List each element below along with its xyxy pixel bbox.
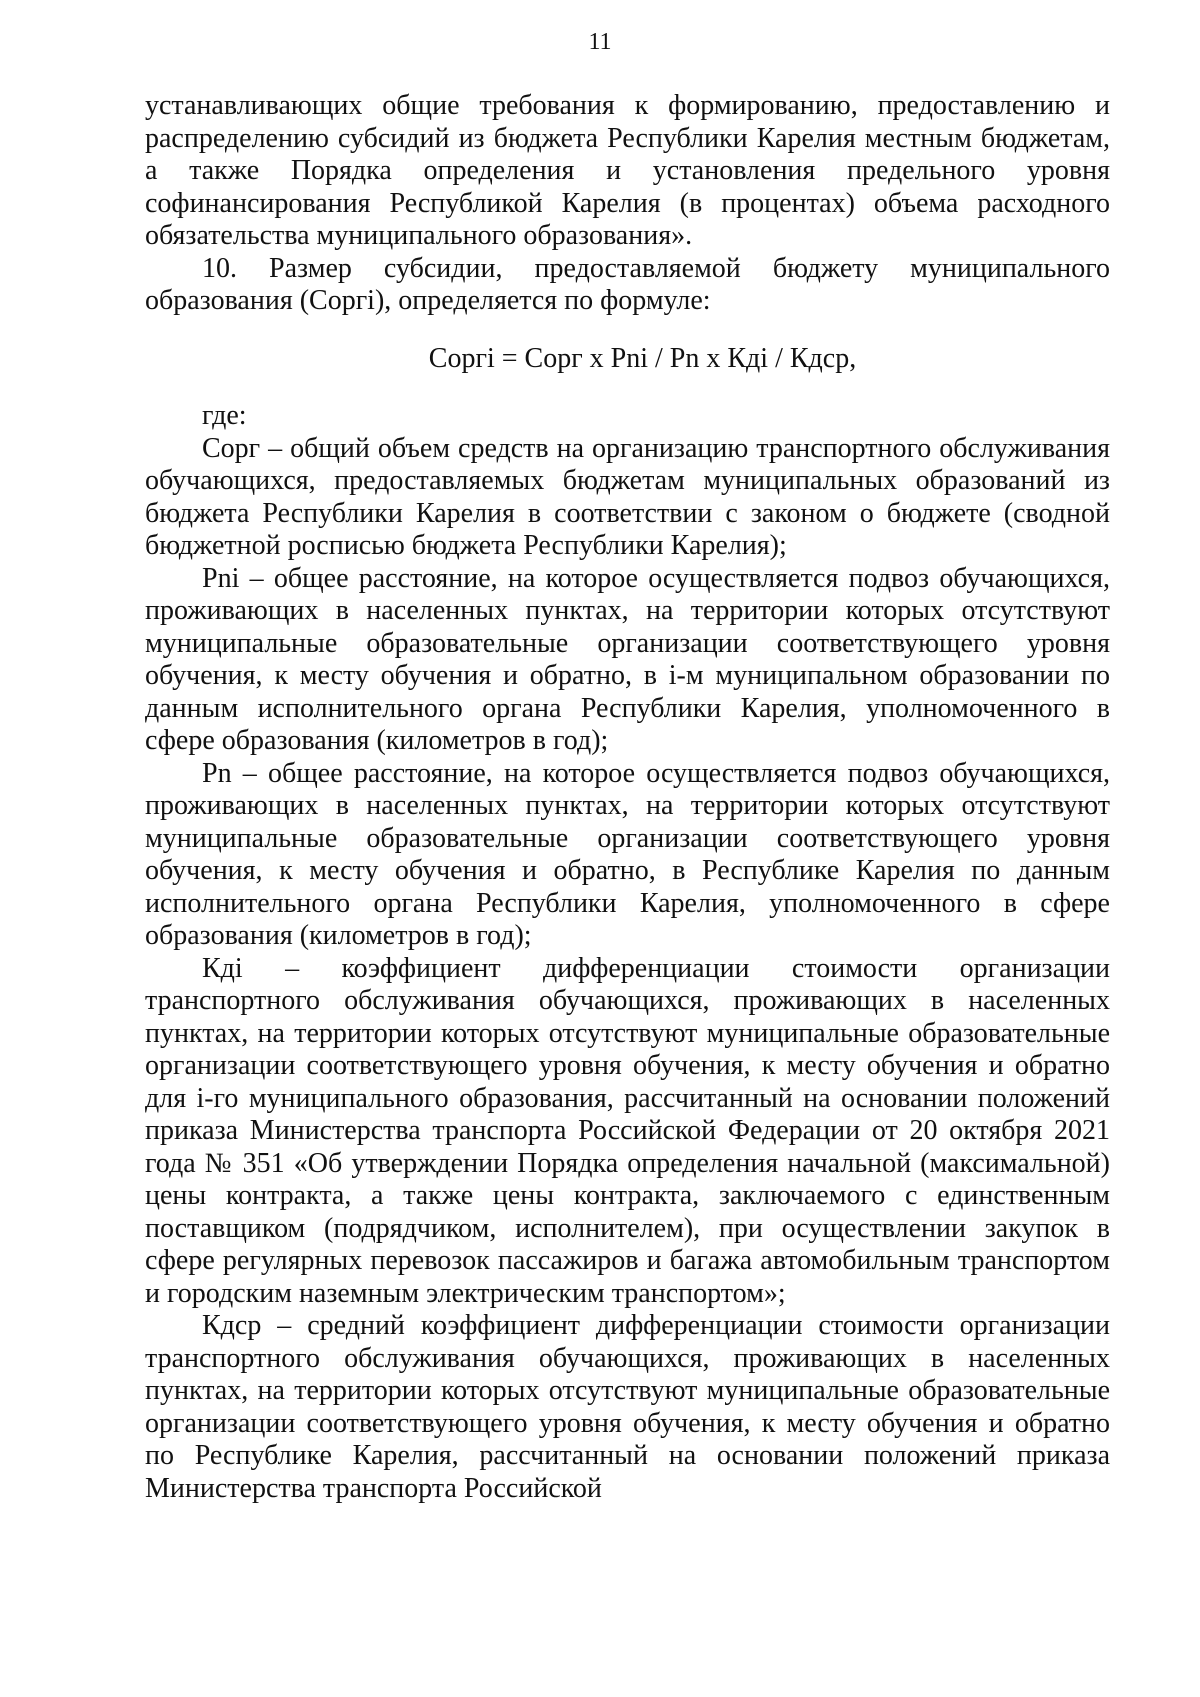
definition-pn: Pn – общее расстояние, на которое осуществляется подвоз обучающихся, проживающих в населенных пунктах, на территории которых отсутствуют муниципальные образовательные организации соответствующего уровня обучения, к месту обучения и обратно, в Республике Карелия по данным исполнительного органа Республики Карелия, уполномоченного в сфере образования (километров в год);: [145, 757, 1110, 951]
paragraph-item-10: 10. Размер субсидии, предоставляемой бюджету муниципального образования (Соргi), определяется по формуле:: [145, 252, 1110, 316]
definition-sorg: Сорг – общий объем средств на организацию транспортного обслуживания обучающихся, предоставляемых бюджетам муниципальных образований из бюджета Республики Карелия в соответствии с законом о бюджете (сводной бюджетной росписью бюджета Республики Карелия);: [145, 432, 1110, 561]
document-body: [145, 90, 1110, 1505]
definition-kdi: Кдi – коэффициент дифференциации стоимости организации транспортного обслуживания обучающихся, проживающих в населенных пунктах, на территории которых отсутствуют муниципальные образовательные организации соответствующего уровня обучения, к месту обучения и обратно для i-го муниципального образования, рассчитанный на основании положений приказа Министерства транспорта Российской Федерации от 20 октября 2021 года № 351 «Об утверждении Порядка определения начальной (максимальной) цены контракта, а также цены контракта, заключаемого с единственным поставщиком (подрядчиком, исполнителем), при осуществлении закупок в сфере регулярных перевозок пассажиров и багажа автомобильным транспортом и городским наземным электрическим транспортом»;: [145, 952, 1110, 1309]
definition-kdsr: Кдср – средний коэффициент дифференциации стоимости организации транспортного обслуживания обучающихся, проживающих в населенных пунктах, на территории которых отсутствуют муниципальные образовательные организации соответствующего уровня обучения, к месту обучения и обратно по Республике Карелия, рассчитанный на основании положений приказа Министерства транспорта Российской: [145, 1310, 1110, 1504]
page-number: 11: [588, 29, 612, 55]
paragraph-where: где:: [202, 400, 247, 431]
definition-pni: Pni – общее расстояние, на которое осуществляется подвоз обучающихся, проживающих в населенных пунктах, на территории которых отсутствуют муниципальные образовательные организации соответствующего уровня обучения, к месту обучения и обратно, в i-м муниципальном образовании по данным исполнительного органа Республики Карелия, уполномоченного в сфере образования (километров в год);: [145, 562, 1110, 756]
paragraph-continuation: устанавливающих общие требования к формированию, предоставлению и распределению субсидий из бюджета Республики Карелия местным бюджетам, а также Порядка определения и установления предельного уровня софинансирования Республикой Карелия (в процентах) объема расходного обязательства муниципального образования».: [145, 90, 1110, 251]
formula: Соргi = Сорг х Pni / Pn х Кдi / Кдср,: [428, 342, 857, 374]
